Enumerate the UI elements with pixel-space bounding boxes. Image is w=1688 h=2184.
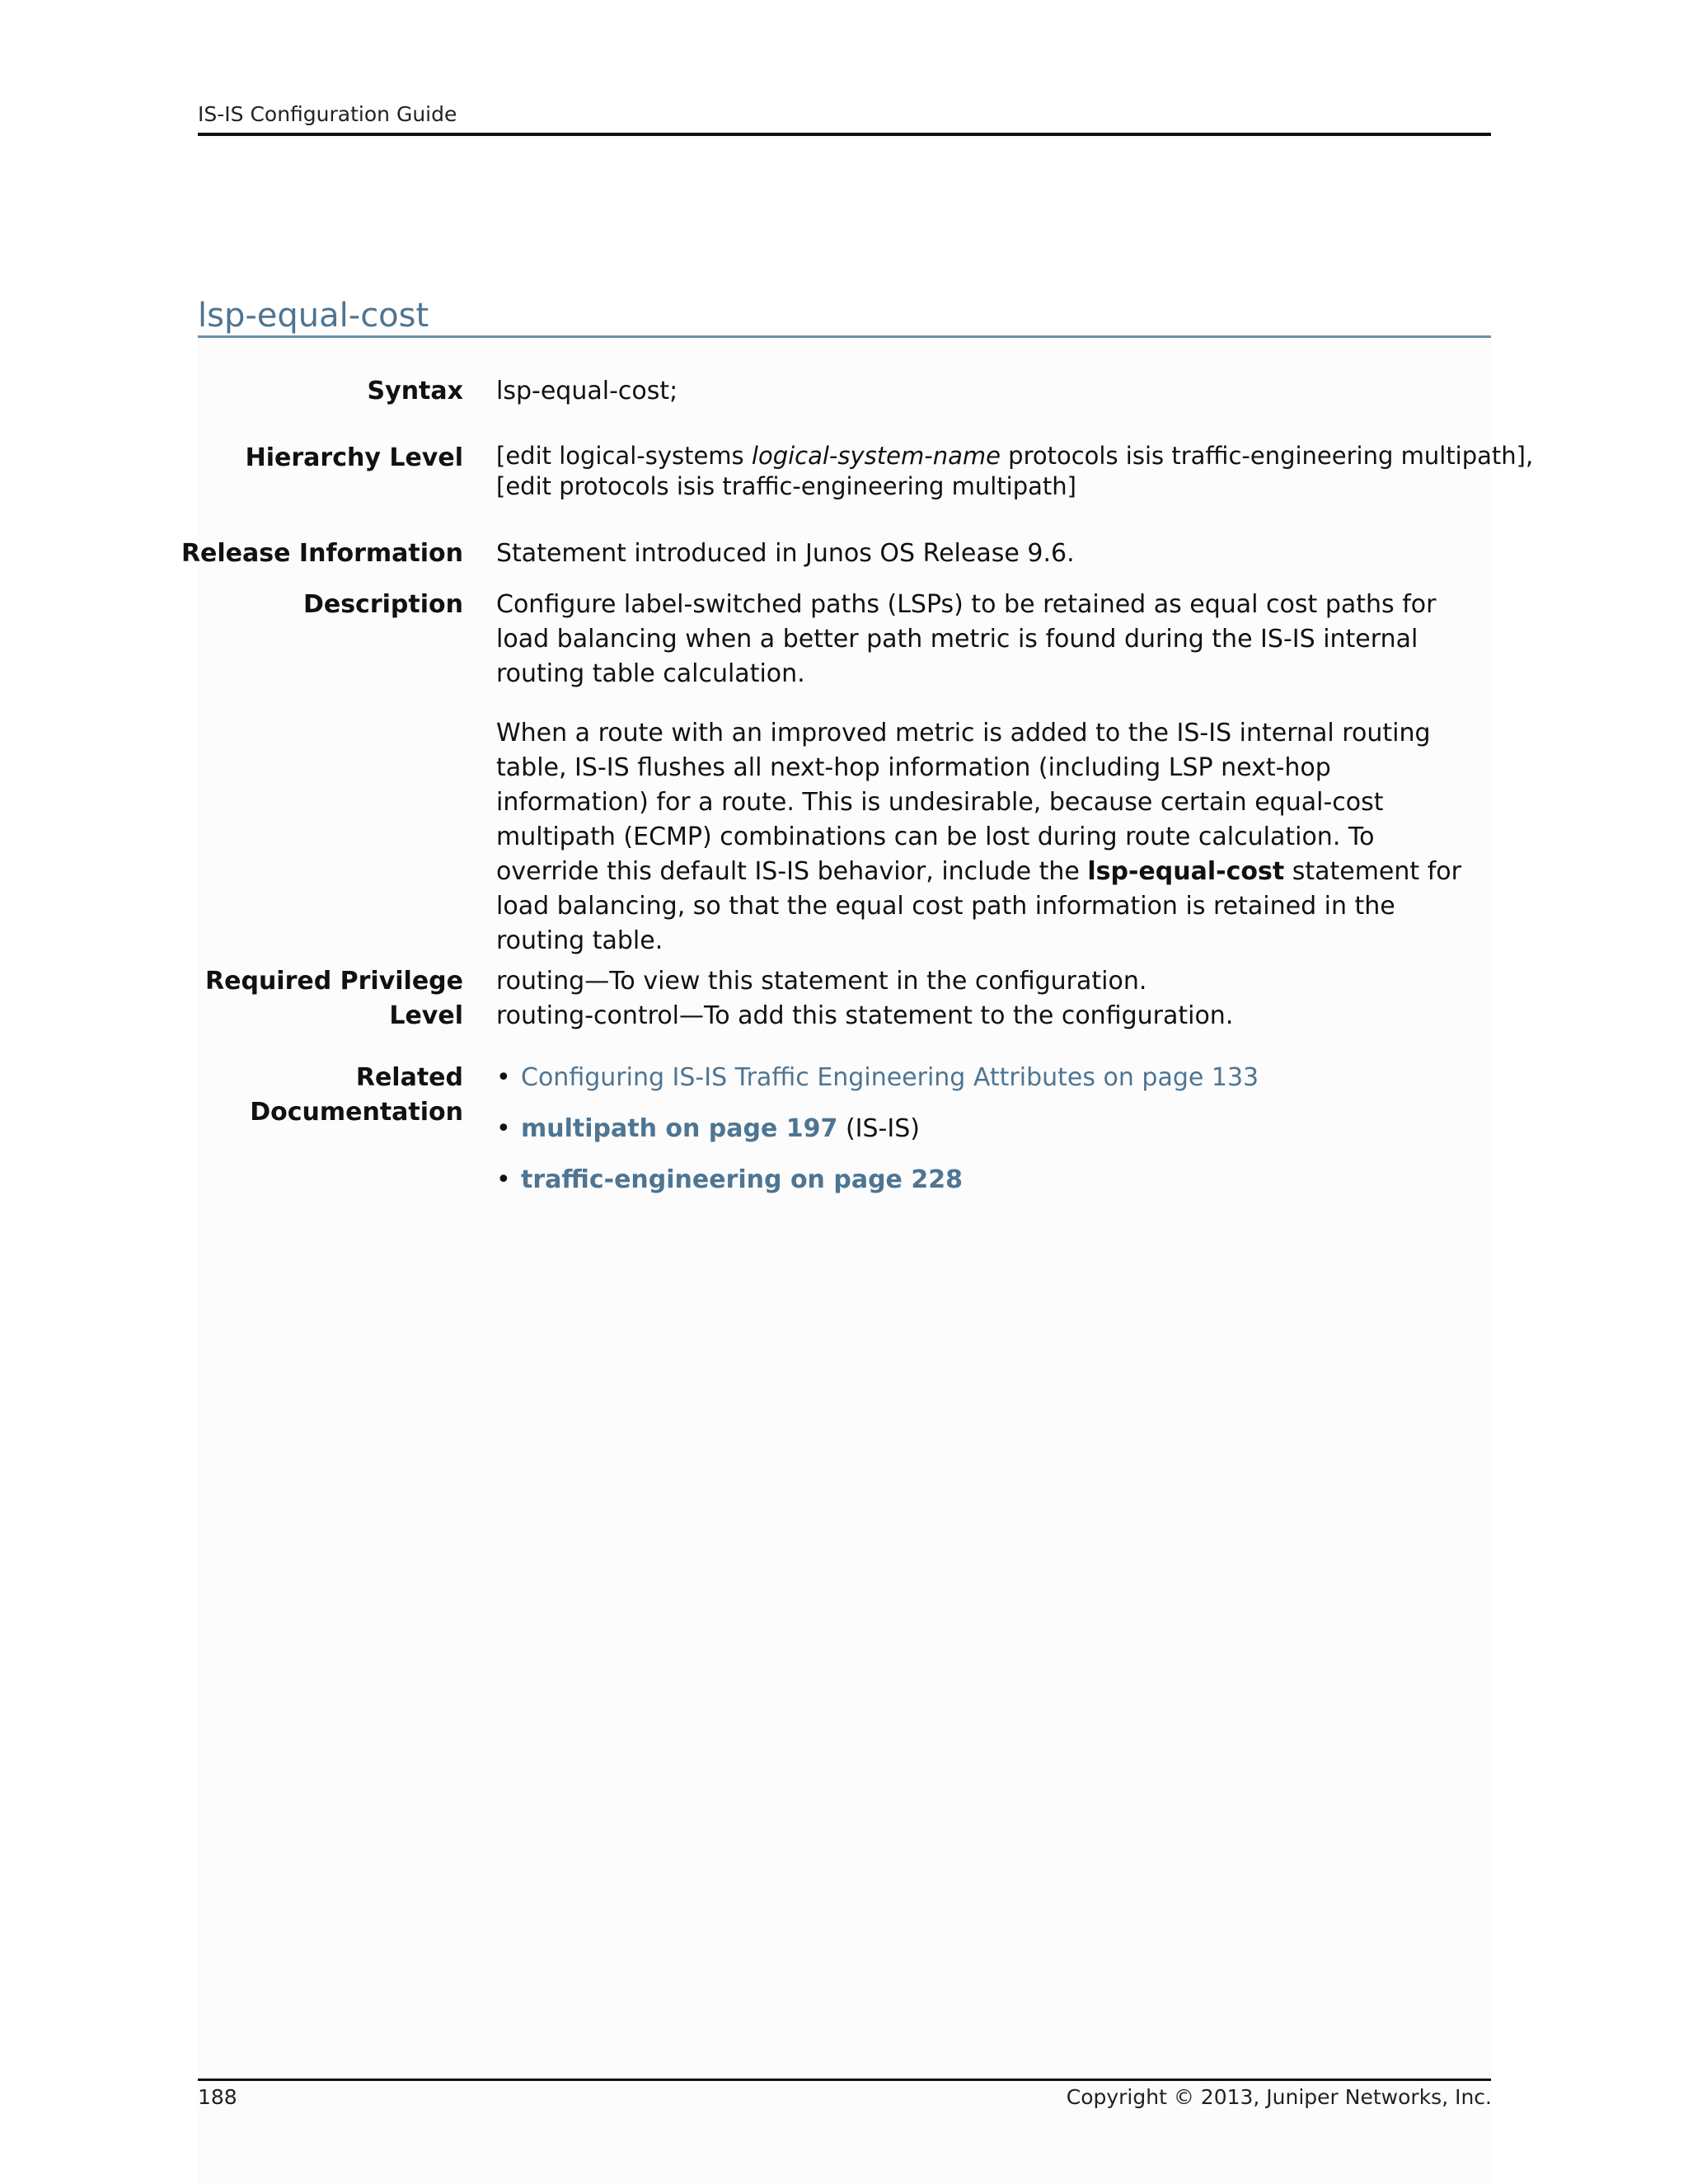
- related-label-line-2: Documentation: [250, 1098, 463, 1127]
- description-body: [496, 588, 1469, 958]
- hierarchy-line-1: [496, 441, 1534, 471]
- hierarchy-value: [496, 441, 1534, 502]
- release-value: Statement introduced in Junos OS Release 9.6.: [496, 539, 1075, 568]
- related-link-traffic-engineering[interactable]: traffic-engineering on page 228: [521, 1165, 963, 1194]
- related-item: [496, 1163, 1259, 1214]
- syntax-label: Syntax: [367, 377, 463, 405]
- hierarchy-line-2: [edit protocols isis traffic-engineering multipath]: [496, 472, 1076, 500]
- privilege-label-line-2: Level: [389, 1001, 463, 1030]
- bullet-icon: •: [496, 1063, 511, 1092]
- title-rule: [198, 335, 1491, 338]
- description-p2-keyword: lsp-equal-cost: [1087, 857, 1285, 886]
- related-item: [496, 1112, 1259, 1163]
- description-paragraph-2: [496, 716, 1469, 958]
- bullet-icon: •: [496, 1114, 511, 1143]
- hierarchy-prefix: [edit logical-systems: [496, 442, 752, 470]
- related-list: [496, 1061, 1259, 1214]
- privilege-label-line-1: Required Privilege: [205, 967, 463, 996]
- footer-rule: [198, 2079, 1491, 2081]
- hierarchy-variable: logical-system-name: [751, 442, 1001, 470]
- privilege-label: [205, 964, 463, 1033]
- syntax-value: lsp-equal-cost;: [496, 377, 678, 405]
- description-p2-before: When a route with an improved metric is added to the IS-IS internal routing table, IS-IS flushes all next-hop information (including LSP next-hop information) for a route. This is undesirable, because certain equal-cost multipath (ECMP) combinations can be lost during route calculation. To override this default IS-IS behavior, include the: [496, 719, 1431, 886]
- header-rule: [198, 133, 1491, 136]
- related-label-line-1: Related: [355, 1063, 463, 1092]
- hierarchy-label: Hierarchy Level: [245, 443, 463, 472]
- description-paragraph-1: Configure label-switched paths (LSPs) to be retained as equal cost paths for load balancing when a better path metric is found during the IS-IS internal routing table calculation.: [496, 590, 1437, 688]
- description-p2-after: statement for load balancing, so that the equal cost path information is retained in the routing table.: [496, 857, 1461, 955]
- related-item: [496, 1061, 1259, 1112]
- privilege-value: [496, 964, 1493, 1033]
- bullet-icon: •: [496, 1165, 511, 1194]
- privilege-line-2: routing-control—To add this statement to the configuration.: [496, 1001, 1234, 1030]
- related-item-suffix: (IS-IS): [837, 1114, 920, 1143]
- release-label: Release Information: [181, 539, 463, 568]
- copyright-notice: Copyright © 2013, Juniper Networks, Inc.: [1066, 2085, 1492, 2109]
- hierarchy-suffix: protocols isis traffic-engineering multipath],: [1000, 442, 1534, 470]
- running-header: IS-IS Configuration Guide: [198, 102, 457, 126]
- related-label: [250, 1061, 463, 1130]
- related-link-te-attributes[interactable]: Configuring IS-IS Traffic Engineering Attributes on page 133: [521, 1063, 1259, 1092]
- page-number: 188: [198, 2085, 237, 2109]
- page-title: lsp-equal-cost: [198, 297, 429, 335]
- related-link-multipath[interactable]: multipath on page 197: [521, 1114, 838, 1143]
- description-label: Description: [302, 590, 463, 619]
- privilege-line-1: routing—To view this statement in the configuration.: [496, 967, 1147, 996]
